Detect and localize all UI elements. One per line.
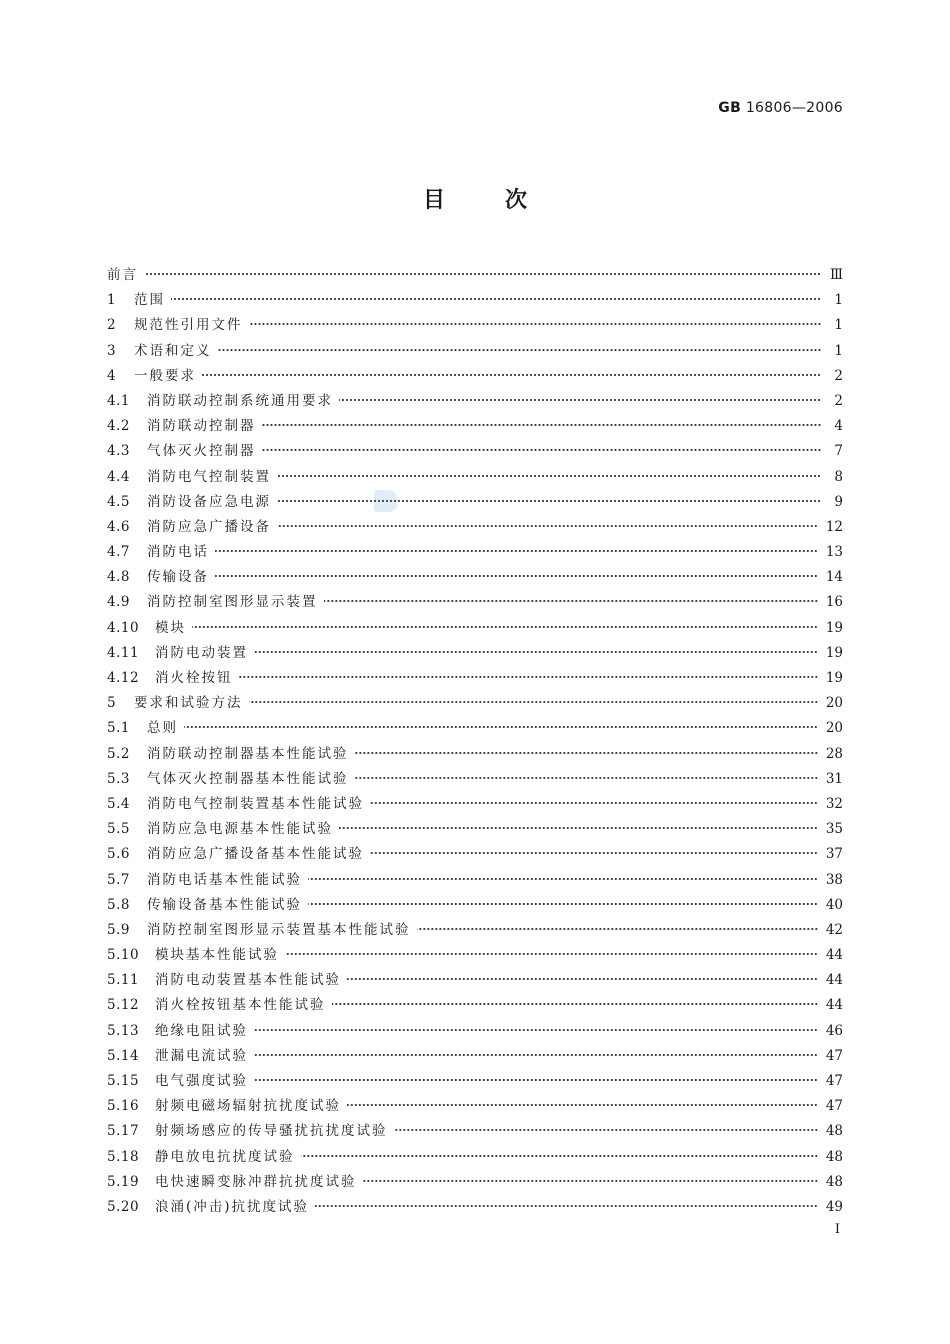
toc-entry[interactable] [107, 842, 843, 867]
toc-entry-title: 模块基本性能试验 [155, 947, 279, 964]
toc-entry-page: 32 [825, 795, 843, 812]
toc-entry[interactable] [107, 540, 843, 565]
toc-entry-title: 术语和定义 [134, 342, 212, 359]
toc-entry-title: 消防应急广播设备基本性能试验 [147, 846, 364, 863]
toc-entry-page: 2 [834, 367, 843, 384]
toc-entry[interactable] [107, 364, 843, 389]
toc-entry[interactable] [107, 943, 843, 968]
toc-entry[interactable] [107, 1145, 843, 1170]
dot-leader [347, 1103, 818, 1107]
toc-entry-title: 总则 [147, 720, 178, 737]
toc-entry[interactable] [107, 263, 843, 288]
toc-entry-page: 19 [825, 619, 843, 636]
toc-entry-number: 4.11 [107, 644, 140, 661]
toc-entry-number: 4.3 [107, 443, 130, 460]
dot-leader [249, 322, 822, 326]
dot-leader [218, 348, 822, 352]
toc-entry-page: 1 [834, 342, 843, 359]
title-char-1: 目 [422, 188, 445, 213]
toc-entry-page: 46 [825, 1022, 843, 1039]
toc-entry-number: 5.10 [107, 947, 140, 964]
toc-entry[interactable] [107, 691, 843, 716]
standard-number: 16806—2006 [745, 100, 843, 116]
toc-entry-number: 5.17 [107, 1123, 140, 1140]
toc-entry-number: 1 [107, 292, 117, 309]
dot-leader [215, 574, 818, 578]
toc-entry-number: 4.9 [107, 594, 130, 611]
dot-leader [355, 776, 818, 780]
dot-leader [332, 1002, 818, 1006]
toc-entry[interactable] [107, 817, 843, 842]
toc-entry-title: 电气强度试验 [155, 1073, 248, 1089]
dot-leader [262, 448, 822, 452]
toc-entry-page: 48 [825, 1123, 843, 1140]
toc-entry-title: 消火栓按钮基本性能试验 [155, 997, 326, 1014]
toc-entry-title: 射频电磁场辐射抗扰度试验 [155, 1098, 341, 1115]
dot-leader [394, 1128, 818, 1132]
toc-entry-number: 4 [107, 367, 117, 384]
toc-entry-page: 37 [825, 846, 843, 863]
toc-entry-page: 1 [834, 292, 843, 309]
toc-entry-number: 5.11 [107, 972, 140, 989]
toc-entry-number: 4.6 [107, 518, 130, 535]
toc-entry-title: 要求和试验方法 [134, 695, 243, 712]
toc-entry-title: 消防联动控制系统通用要求 [147, 392, 333, 409]
toc-entry[interactable] [107, 767, 843, 792]
toc-entry-page: 49 [825, 1198, 843, 1215]
toc-entry-number: 5.9 [107, 921, 130, 938]
toc-entry-number: 4.4 [107, 468, 130, 485]
toc-entry[interactable] [107, 641, 843, 666]
toc-entry-page: 44 [825, 997, 843, 1014]
toc-entry-page: 14 [825, 569, 843, 586]
toc-entry-title: 消防控制室图形显示装置基本性能试验 [147, 921, 411, 938]
toc-entry-number: 5.2 [107, 745, 130, 762]
dot-leader [301, 1154, 818, 1158]
toc-entry[interactable] [107, 1170, 843, 1195]
toc-entry[interactable] [107, 666, 843, 691]
toc-entry[interactable] [107, 565, 843, 590]
toc-entry-title: 消火栓按钮 [155, 670, 233, 686]
toc-entry[interactable] [107, 389, 843, 414]
toc-entry-number: 5.6 [107, 846, 130, 863]
toc-entry-page: 44 [825, 947, 843, 964]
toc-entry-number: 5.1 [107, 720, 130, 737]
dot-leader [308, 877, 818, 881]
document-code [718, 100, 843, 116]
toc-entry-page: 19 [825, 644, 843, 661]
toc-entry-number: 3 [107, 342, 117, 359]
dot-leader [254, 1078, 818, 1082]
toc-entry-title: 消防电气控制装置基本性能试验 [147, 795, 364, 812]
toc-entry-title: 消防联动控制器基本性能试验 [147, 745, 349, 762]
toc-entry-number: 5.13 [107, 1022, 140, 1039]
dot-leader [215, 549, 818, 553]
toc-entry-number: 4.12 [107, 670, 140, 686]
toc-entry-title: 前言 [107, 267, 138, 283]
toc-entry[interactable] [107, 918, 843, 943]
toc-entry-page: 42 [825, 921, 843, 938]
toc-entry[interactable] [107, 616, 843, 641]
toc-entry-page: 1 [834, 317, 843, 334]
title-char-2: 次 [505, 188, 528, 213]
toc-entry-page: 48 [825, 1148, 843, 1165]
toc-entry-page: Ⅲ [829, 267, 843, 283]
toc-entry[interactable] [107, 1094, 843, 1119]
toc-entry-title: 消防电动装置 [155, 644, 248, 661]
toc-entry-number: 4.2 [107, 418, 130, 435]
toc-entry-title: 传输设备基本性能试验 [147, 896, 302, 913]
toc-entry-title: 消防电动装置基本性能试验 [155, 972, 341, 989]
toc-entry-page: 16 [825, 594, 843, 611]
page-title [0, 183, 950, 214]
toc-entry[interactable] [107, 590, 843, 615]
dot-leader [277, 499, 821, 503]
toc-entry[interactable] [107, 716, 843, 741]
toc-entry-page: 2 [834, 392, 843, 409]
dot-leader [339, 826, 818, 830]
dot-leader [370, 801, 818, 805]
toc-entry-page: 4 [834, 418, 843, 435]
dot-leader [417, 927, 818, 931]
dot-leader [285, 952, 818, 956]
dot-leader [355, 751, 818, 755]
toc-entry-title: 规范性引用文件 [134, 317, 243, 334]
toc-entry-page: 40 [825, 896, 843, 913]
toc-entry[interactable] [107, 1195, 843, 1220]
dot-leader [254, 650, 818, 654]
toc-entry-page: 13 [825, 544, 843, 561]
toc-entry-page: 31 [825, 770, 843, 787]
toc-entry-number: 5.8 [107, 896, 130, 913]
toc-entry-page: 7 [834, 443, 843, 460]
toc-entry[interactable] [107, 893, 843, 918]
toc-entry-page: 28 [825, 745, 843, 762]
toc-entry-title: 模块 [155, 619, 186, 636]
toc-entry-title: 气体灭火控制器基本性能试验 [147, 770, 349, 787]
dot-leader [324, 599, 818, 603]
toc-entry[interactable] [107, 968, 843, 993]
toc-entry-title: 绝缘电阻试验 [155, 1022, 248, 1039]
dot-leader [370, 851, 818, 855]
toc-entry-title: 电快速瞬变脉冲群抗扰度试验 [155, 1173, 357, 1190]
toc-entry-page: 35 [825, 821, 843, 838]
toc-entry-number: 4.7 [107, 544, 130, 561]
toc-entry-number: 4.8 [107, 569, 130, 586]
toc-entry-title: 消防应急广播设备 [147, 518, 271, 535]
dot-leader [192, 625, 818, 629]
toc-entry-page: 9 [834, 493, 843, 510]
toc-entry[interactable] [107, 1019, 843, 1044]
toc-entry-title: 消防控制室图形显示装置 [147, 594, 318, 611]
toc-entry-title: 传输设备 [147, 569, 209, 586]
toc-entry[interactable] [107, 742, 843, 767]
toc-entry-title: 射频场感应的传导骚扰抗扰度试验 [155, 1123, 388, 1140]
toc-entry-page: 12 [825, 518, 843, 535]
toc-entry-title: 消防电气控制装置 [147, 468, 271, 485]
toc-entry-title: 消防联动控制器 [147, 418, 256, 435]
dot-leader [144, 272, 821, 276]
toc-entry-number: 2 [107, 317, 117, 334]
toc-entry-number: 4.5 [107, 493, 130, 510]
dot-leader [308, 902, 818, 906]
toc-entry-title: 泄漏电流试验 [155, 1047, 248, 1064]
toc-entry-page: 47 [825, 1098, 843, 1115]
dot-leader [202, 373, 821, 377]
toc-entry[interactable] [107, 1119, 843, 1144]
toc-entry[interactable] [107, 868, 843, 893]
dot-leader [339, 398, 821, 402]
standard-prefix: GB [718, 100, 742, 116]
toc-entry[interactable] [107, 490, 843, 515]
toc-entry-page: 8 [834, 468, 843, 485]
toc-entry-number: 4.1 [107, 392, 130, 409]
toc-entry-page: 44 [825, 972, 843, 989]
toc-entry-number: 5.7 [107, 871, 130, 888]
toc-entry[interactable] [107, 339, 843, 364]
toc-entry-page: 38 [825, 871, 843, 888]
dot-leader [171, 297, 821, 301]
toc-entry-number: 5.20 [107, 1198, 140, 1215]
toc-entry-page: 20 [825, 720, 843, 737]
toc-entry[interactable] [107, 792, 843, 817]
toc-entry-number: 5.16 [107, 1098, 140, 1115]
dot-leader [254, 1053, 818, 1057]
toc-entry-number: 5.19 [107, 1173, 140, 1190]
dot-leader [277, 524, 818, 528]
toc-entry-page: 48 [825, 1173, 843, 1190]
toc-entry-page: 47 [825, 1047, 843, 1064]
dot-leader [239, 675, 818, 679]
toc-entry[interactable] [107, 439, 843, 464]
toc-entry-title: 静电放电抗扰度试验 [155, 1148, 295, 1165]
toc-entry[interactable] [107, 414, 843, 439]
dot-leader [262, 423, 822, 427]
dot-leader [277, 474, 821, 478]
toc-entry-page: 20 [825, 695, 843, 712]
toc-entry-number: 5 [107, 695, 117, 712]
toc-entry-number: 5.12 [107, 997, 140, 1014]
toc-entry-number: 5.15 [107, 1073, 140, 1089]
toc-entry[interactable] [107, 465, 843, 490]
toc-entry-title: 浪涌(冲击)抗扰度试验 [155, 1198, 310, 1215]
toc-entry-number: 5.14 [107, 1047, 140, 1064]
toc-entry[interactable] [107, 1069, 843, 1094]
dot-leader [254, 1028, 818, 1032]
toc-entry[interactable] [107, 515, 843, 540]
toc-entry-number: 5.4 [107, 795, 130, 812]
dot-leader [249, 700, 818, 704]
toc-entry-title: 消防电话基本性能试验 [147, 871, 302, 888]
toc-entry-number: 5.3 [107, 770, 130, 787]
page-number: I [834, 1222, 840, 1237]
toc-entry-number: 4.10 [107, 619, 140, 636]
toc-entry-page: 47 [825, 1073, 843, 1089]
toc-entry[interactable] [107, 993, 843, 1018]
dot-leader [184, 725, 818, 729]
table-of-contents [107, 263, 843, 1220]
toc-entry[interactable] [107, 313, 843, 338]
toc-entry-title: 一般要求 [134, 367, 196, 384]
dot-leader [347, 977, 818, 981]
toc-entry[interactable] [107, 1044, 843, 1069]
toc-entry-title: 范围 [134, 292, 165, 309]
dot-leader [363, 1179, 818, 1183]
toc-entry[interactable] [107, 288, 843, 313]
toc-entry-page: 19 [825, 670, 843, 686]
toc-entry-number: 5.5 [107, 821, 130, 838]
toc-entry-title: 消防应急电源基本性能试验 [147, 821, 333, 838]
toc-entry-title: 消防设备应急电源 [147, 493, 271, 510]
dot-leader [315, 1204, 818, 1208]
toc-entry-title: 消防电话 [147, 544, 209, 561]
toc-entry-number: 5.18 [107, 1148, 140, 1165]
toc-entry-title: 气体灭火控制器 [147, 443, 256, 460]
